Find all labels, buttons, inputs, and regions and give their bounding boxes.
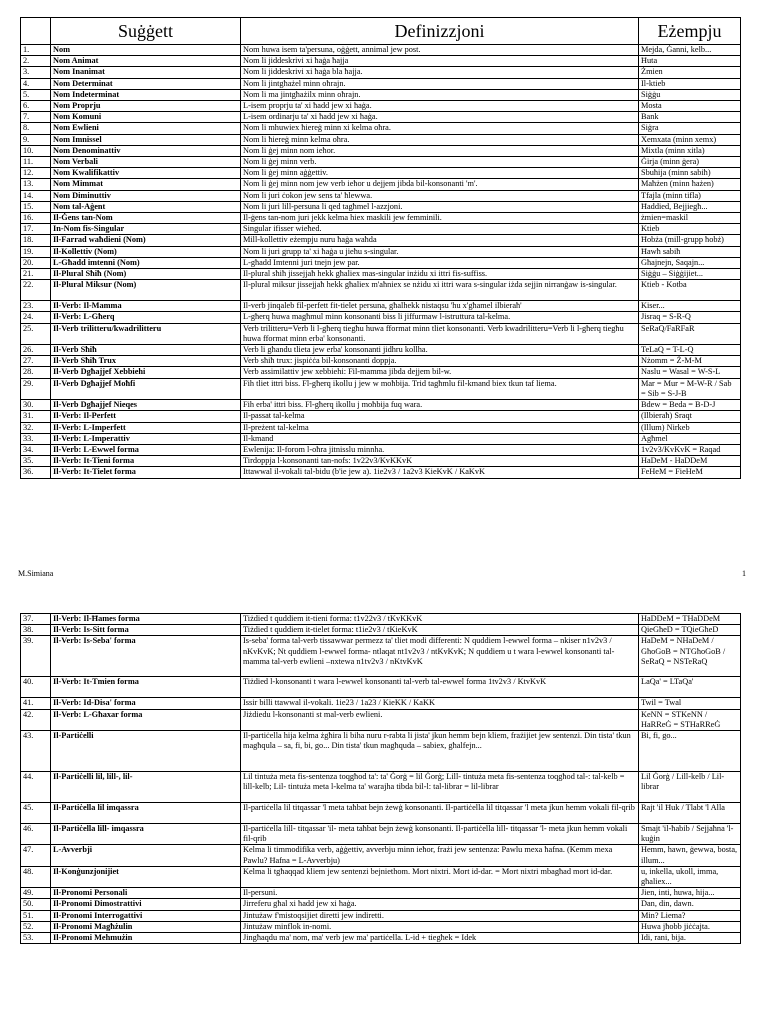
row-subject: Nom Inanimat [51, 67, 241, 78]
grammar-table-1 [20, 17, 741, 479]
row-example: Xemxata (minn xemx) [639, 134, 741, 145]
row-example: Bank [639, 112, 741, 123]
table-row [21, 145, 741, 156]
row-subject: Il-Verb: Is-Seba' forma [51, 636, 241, 677]
row-definition: Nom li ġej minn verb. [241, 157, 639, 168]
row-definition: Il-plural sħiħ jissejjaħ hekk għaliex mas-singular inżidu xi ittri fis-suffiss. [241, 269, 639, 280]
row-subject: Il-Verb: L-Għaxar forma [51, 709, 241, 730]
row-example: HaDeM = NHaDeM / GħoGoB = NTGħoGoB / SeRaQ = NSTeRaQ [639, 636, 741, 677]
table-row [21, 866, 741, 887]
row-example: Żmien [639, 67, 741, 78]
table-row [21, 101, 741, 112]
row-subject: Nom Diminuttiv [51, 190, 241, 201]
table-row [21, 112, 741, 123]
row-definition: Jirreferu għal xi ħadd jew xi ħaġa. [241, 899, 639, 910]
row-example: Il-ktieb [639, 78, 741, 89]
row-subject: Nom Imnissel [51, 134, 241, 145]
table-row [21, 921, 741, 932]
table-row [21, 301, 741, 312]
header-example: Eżempju [639, 18, 741, 45]
row-number: 32. [21, 422, 51, 433]
row-example: Smajt 'il-ħabib / Sejjaħna 'l-kuġin [639, 824, 741, 845]
row-definition: Nom li ġej minn nom jew verb ieħor u dejjem jibda bil-konsonanti 'm'. [241, 179, 639, 190]
row-number: 38. [21, 625, 51, 636]
row-definition: Verb li għandu tlieta jew erba' konsonanti jidhru kollha. [241, 345, 639, 356]
row-number: 48. [21, 866, 51, 887]
row-number: 44. [21, 772, 51, 803]
row-definition: L-isem ordinarju ta' xi ħadd jew xi ħaġa. [241, 112, 639, 123]
row-subject: Il-Verb: L-Imperattiv [51, 433, 241, 444]
row-subject: Il-Verb: Il-Perfett [51, 411, 241, 422]
row-number: 34. [21, 444, 51, 455]
row-definition: Jingħaqdu ma' nom, ma' verb jew ma' partiċella. L-id + tiegħek = Idek [241, 933, 639, 944]
row-definition: Jiżdiedu l-konsonanti st mal-verb ewlieni. [241, 709, 639, 730]
row-definition: Nom li juri ċokon jew sens ta' ħlewwa. [241, 190, 639, 201]
row-subject: Il-Verb Sħiħ Trux [51, 356, 241, 367]
row-example: Nżomm = Ż-M-M [639, 356, 741, 367]
header-subject: Suġġett [51, 18, 241, 45]
row-definition: Il-ġens tan-nom juri jekk kelma hiex maskili jew femminili. [241, 213, 639, 224]
row-number: 7. [21, 112, 51, 123]
table-row [21, 433, 741, 444]
row-number: 23. [21, 301, 51, 312]
table-row [21, 246, 741, 257]
row-example: Tfajla (minn tifla) [639, 190, 741, 201]
row-subject: Il-Partiċella lil imqassra [51, 803, 241, 824]
row-definition: Il-preżent tal-kelma [241, 422, 639, 433]
row-subject: Il-Verb: Id-Disa' forma [51, 698, 241, 709]
row-number: 25. [21, 323, 51, 344]
row-definition: Il-partiċella hija kelma żgħira li biha nuru r-rabta li jista' jkun hemm bejn kliem, frażijiet jew sentenzi. Din tista' tkun magħqula – sa, fi, bi, go... Din tista' tkun magħquda – sabiex, għalfejn... [241, 731, 639, 772]
row-definition: Verb sħiħ trux: jispiċċa bil-konsonanti doppja. [241, 356, 639, 367]
table-row [21, 467, 741, 478]
row-subject: L-Għadd imtenni (Nom) [51, 257, 241, 268]
table-row [21, 78, 741, 89]
row-example: 1v2v3/KvKvK = Raqad [639, 444, 741, 455]
row-subject: Nom Indeterminat [51, 89, 241, 100]
table-row [21, 400, 741, 411]
table-row [21, 157, 741, 168]
table-row [21, 636, 741, 677]
row-subject: Il-Verb Dgħajjef Nieqes [51, 400, 241, 411]
row-number: 21. [21, 269, 51, 280]
row-example: żmien=maskil [639, 213, 741, 224]
table-row [21, 367, 741, 378]
row-definition: Il-partiċella lil titqassar 'l meta taħbat bejn żewġ konsonanti. Il-partiċella lil titqassar 'l meta jkun hemm vokali fil-qrib [241, 803, 639, 824]
row-number: 5. [21, 89, 51, 100]
row-number: 30. [21, 400, 51, 411]
row-number: 29. [21, 378, 51, 399]
row-subject: Il-Verb Sħiħ [51, 345, 241, 356]
row-example: Ktieb [639, 224, 741, 235]
row-subject: Nom Proprju [51, 101, 241, 112]
row-number: 12. [21, 168, 51, 179]
row-subject: Il-Verb: It-Tieni forma [51, 456, 241, 467]
header-definition: Definizzjoni [241, 18, 639, 45]
footer-author: M.Simiana [18, 569, 54, 578]
row-number: 24. [21, 312, 51, 323]
row-definition: Ewlenija: Il-forom l-oħra jitnisslu minnha. [241, 444, 639, 455]
row-definition: Nom li mhuwiex ħiereġ minn xi kelma oħra. [241, 123, 639, 134]
row-example: Agħmel [639, 433, 741, 444]
table-row [21, 910, 741, 921]
table-row [21, 698, 741, 709]
row-subject: Il-Kollettiv (Nom) [51, 246, 241, 257]
table-row [21, 134, 741, 145]
row-subject: Nom [51, 45, 241, 56]
row-subject: Il-Verb Dgħajjef Xebbiehi [51, 367, 241, 378]
row-example: u, inkella, ukoll, imma, għaliex... [639, 866, 741, 887]
table-row [21, 67, 741, 78]
row-number: 45. [21, 803, 51, 824]
row-definition: Kelma li timmodifika verb, aġġettiv, avverbju minn ieħor, frażi jew sentenza: Pawlu mexa ħafna. (Kemm mexa Pawlu? Ħafna = L-Avverbju) [241, 845, 639, 866]
row-definition: Mill-kollettiv eżempju nuru ħaġa waħda [241, 235, 639, 246]
row-example: Jien, inti, huwa, hija... [639, 888, 741, 899]
table-row [21, 312, 741, 323]
row-example: QieGħeD = TQieGħeD [639, 625, 741, 636]
row-number: 13. [21, 179, 51, 190]
row-number: 51. [21, 910, 51, 921]
row-definition: Nom li ġej minn nom ieħor. [241, 145, 639, 156]
table-row [21, 123, 741, 134]
row-definition: Singular ifisser wieħed. [241, 224, 639, 235]
row-definition: Lil tintuża meta fis-sentenza toqgħod ta': ta' Ġorġ = lil Ġorġ; Lill- tintuża meta fis-sentenza toqgħod tal-: tal-kelb = lill-kelb; Lil- tintuża meta l-kelma ta' warajha tibda bil-l: tal-librar = lil-librar [241, 772, 639, 803]
table-row [21, 709, 741, 730]
row-example: Għajnejn, Saqajn... [639, 257, 741, 268]
row-subject: Il-Verb: Il-Mamma [51, 301, 241, 312]
row-number: 49. [21, 888, 51, 899]
row-example: Huwa jħobb jiċċajta. [639, 921, 741, 932]
row-number: 40. [21, 677, 51, 698]
row-number: 4. [21, 78, 51, 89]
row-definition: Verb trilitteru=Verb li l-għerq tiegħu huwa fformat minn tliet konsonanti. Verb kwadrilitteru=Verb li l-għerq tiegħu huwa fformat minn erba' konsonanti. [241, 323, 639, 344]
row-definition: Is-seba' forma tal-verb tissawwar permezz ta' tliet modi differenti: N quddiem l-ewwel forma – nkiser n1v2v3 / nKvKvK; Nt quddiem l-ewwel forma- ntlaqat nt1v2v3 / ntKvKvK; N quddiem u t wara l-ewwel konsonanti tal-mamma tal-verb ewlieni –nxtewa n1tv2v3 / nKtvKvK [241, 636, 639, 677]
row-number: 8. [21, 123, 51, 134]
row-number: 46. [21, 824, 51, 845]
row-example: Hemm, hawn, ġewwa, bosta, illum... [639, 845, 741, 866]
row-example: Ġirja (minn ġera) [639, 157, 741, 168]
table-row [21, 190, 741, 201]
row-definition: Il-verb jinqaleb fil-perfett fit-tielet persuna, għalhekk nistaqsu 'hu x'għamel ilbieraħ' [241, 301, 639, 312]
row-subject: Il-Pronomi Magħżulin [51, 921, 241, 932]
row-definition: Issir billi ttawwal il-vokali. 1ie23 / 1a23 / KieKK / KaKK [241, 698, 639, 709]
row-subject: Il-Verb: It-Tielet forma [51, 467, 241, 478]
row-definition: Nom li ġej minn aġġettiv. [241, 168, 639, 179]
table-row [21, 422, 741, 433]
row-subject: Nom Verbali [51, 157, 241, 168]
table-row [21, 933, 741, 944]
header-number [21, 18, 51, 45]
table-row [21, 89, 741, 100]
row-example: Maħżen (minn ħażen) [639, 179, 741, 190]
row-number: 27. [21, 356, 51, 367]
row-example: Jisraq = S-R-Q [639, 312, 741, 323]
row-number: 17. [21, 224, 51, 235]
row-subject: L-Avverbji [51, 845, 241, 866]
table-row [21, 614, 741, 625]
row-example: Bi, fi, go... [639, 731, 741, 772]
table-row [21, 224, 741, 235]
row-subject: Il-Verb: L-Ewwel forma [51, 444, 241, 455]
row-number: 28. [21, 367, 51, 378]
row-subject: Il-Plural Miksur (Nom) [51, 280, 241, 301]
row-example: Lil Ġorġ / Lill-kelb / Lil-librar [639, 772, 741, 803]
row-definition: Tiżdied l-konsonanti t wara l-ewwel konsonanti tal-verb tal-ewwel forma 1tv2v3 / KtvKvK [241, 677, 639, 698]
row-number: 47. [21, 845, 51, 866]
row-definition: Nom li jiddeskrivi xi ħaġa ħajja [241, 56, 639, 67]
row-example: Ħuta [639, 56, 741, 67]
table-row [21, 888, 741, 899]
row-subject: Il-Verb Dgħajjef Moħfi [51, 378, 241, 399]
row-definition: Fih erba' ittri biss. Fl-għerq ikollu j moħbija fuq wara. [241, 400, 639, 411]
row-example: Mixtla (minn xitla) [639, 145, 741, 156]
row-subject: Il-Pronomi Personali [51, 888, 241, 899]
row-example: KeNN = STKeNN / HaRReĠ = STHaRReĠ [639, 709, 741, 730]
row-example: Bdew = Beda = B-D-J [639, 400, 741, 411]
row-definition: Jintużaw f'mistoqsijiet diretti jew indiretti. [241, 910, 639, 921]
row-number: 19. [21, 246, 51, 257]
row-definition: Nom li ma jintgħażilx minn oħrajn. [241, 89, 639, 100]
row-number: 52. [21, 921, 51, 932]
row-definition: Tirdoppja l-konsonanti tan-nofs: 1v22v3/KvKKvK [241, 456, 639, 467]
row-number: 20. [21, 257, 51, 268]
row-definition: Il-passat tal-kelma [241, 411, 639, 422]
row-number: 33. [21, 433, 51, 444]
row-number: 15. [21, 201, 51, 212]
row-example: Siġra [639, 123, 741, 134]
row-number: 36. [21, 467, 51, 478]
row-number: 16. [21, 213, 51, 224]
row-number: 42. [21, 709, 51, 730]
row-example: Siġġu [639, 89, 741, 100]
table-row [21, 201, 741, 212]
row-number: 11. [21, 157, 51, 168]
row-number: 26. [21, 345, 51, 356]
row-subject: Il-Verb: Il-Ħames forma [51, 614, 241, 625]
row-definition: Tiżdied t quddiem it-tieni forma: t1v22v3 / tKvKKvK [241, 614, 639, 625]
row-number: 1. [21, 45, 51, 56]
table-row [21, 179, 741, 190]
row-subject: Il-Verb: L-Imperfett [51, 422, 241, 433]
row-number: 22. [21, 280, 51, 301]
row-definition: Nom li juri grupp ta' xi ħaġa u jieħu s-singular. [241, 246, 639, 257]
row-definition: Kelma li tgħaqqad kliem jew sentenzi bejniethom. Mort nixtri. Mort id-dar. = Mort nixtri mbagħad mort id-dar. [241, 866, 639, 887]
table-row [21, 625, 741, 636]
row-definition: L-isem proprju ta' xi ħadd jew xi ħaġa. [241, 101, 639, 112]
table-row [21, 803, 741, 824]
row-subject: Il-Partiċelli lil, lill-, lil- [51, 772, 241, 803]
table-row [21, 45, 741, 56]
row-number: 41. [21, 698, 51, 709]
table-row [21, 235, 741, 246]
row-subject: Il-Verb: L-Għerq [51, 312, 241, 323]
row-number: 50. [21, 899, 51, 910]
row-number: 53. [21, 933, 51, 944]
row-example: Idi, rani, bija. [639, 933, 741, 944]
table-row [21, 411, 741, 422]
row-example: Dan, din, dawn. [639, 899, 741, 910]
table-row [21, 677, 741, 698]
row-subject: Il-Plural Sħiħ (Nom) [51, 269, 241, 280]
row-number: 2. [21, 56, 51, 67]
table-row [21, 213, 741, 224]
table-row [21, 56, 741, 67]
table-row [21, 845, 741, 866]
row-subject: Il-Farrad waħdieni (Nom) [51, 235, 241, 246]
row-example: Mar = Mur = M-W-R / Sab = Sib = S-J-B [639, 378, 741, 399]
row-example: Ktieb - Kotba [639, 280, 741, 301]
row-example: (Illum) Nirkeb [639, 422, 741, 433]
row-example: SeRaQ/FaRFaR [639, 323, 741, 344]
row-number: 9. [21, 134, 51, 145]
row-subject: Il-Verb: It-Tmien forma [51, 677, 241, 698]
table-row [21, 269, 741, 280]
row-number: 3. [21, 67, 51, 78]
table-row [21, 378, 741, 399]
row-number: 31. [21, 411, 51, 422]
row-definition: Jintużaw minflok in-nomi. [241, 921, 639, 932]
row-subject: Il-Konġunzjonijiet [51, 866, 241, 887]
table-row [21, 323, 741, 344]
row-number: 14. [21, 190, 51, 201]
row-definition: Verb assimilattiv jew xebbiehi: Fil-mamma jibda dejjem bil-w. [241, 367, 639, 378]
table-row [21, 899, 741, 910]
row-subject: Nom Ewlieni [51, 123, 241, 134]
row-subject: Nom Determinat [51, 78, 241, 89]
row-number: 37. [21, 614, 51, 625]
row-subject: Nom Mimmat [51, 179, 241, 190]
row-definition: Il-partiċella lill- titqassar 'il- meta taħbat bejn żewġ konsonanti. Il-partiċella lill- titqassar 'l- meta jkun hemm vokali fil-qrib [241, 824, 639, 845]
header-row [21, 18, 741, 45]
row-subject: Nom Kwalifikattiv [51, 168, 241, 179]
row-subject: Nom Denominattiv [51, 145, 241, 156]
row-definition: Nom li juri lill-persuna li qed tagħmel l-azzjoni. [241, 201, 639, 212]
row-example: Mosta [639, 101, 741, 112]
row-subject: Il-Partiċelli [51, 731, 241, 772]
table-row [21, 731, 741, 772]
row-definition: Il-persuni. [241, 888, 639, 899]
row-number: 10. [21, 145, 51, 156]
row-subject: Il-Verb: Is-Sitt forma [51, 625, 241, 636]
row-definition: L-għerq huwa magħmul minn konsonanti biss li jiffurmaw l-istruttura tal-kelma. [241, 312, 639, 323]
row-subject: Il-Partiċella lill- imqassra [51, 824, 241, 845]
row-definition: Il-kmand [241, 433, 639, 444]
table-row [21, 444, 741, 455]
row-definition: Ittawwal il-vokali tal-bidu (b'ie jew a). 1ie2v3 / 1a2v3 KieKvK / KaKvK [241, 467, 639, 478]
row-definition: Nom li jintgħażel minn oħrajn. [241, 78, 639, 89]
row-subject: In-Nom fis-Singular [51, 224, 241, 235]
row-definition: Nom huwa isem ta'persuna, oġġett, annimal jew post. [241, 45, 639, 56]
row-number: 6. [21, 101, 51, 112]
row-example: Ħaddied, Bejjiegħ... [639, 201, 741, 212]
row-subject: Nom Komuni [51, 112, 241, 123]
row-example: (Ilbieraħ) Sraqt [639, 411, 741, 422]
table-row [21, 257, 741, 268]
row-subject: Nom tal-Aġent [51, 201, 241, 212]
row-example: Sbuħija (minn sabiħ) [639, 168, 741, 179]
row-number: 39. [21, 636, 51, 677]
table-row [21, 772, 741, 803]
row-example: Min? Liema? [639, 910, 741, 921]
table-row [21, 168, 741, 179]
row-example: Mejda, Ġanni, kelb... [639, 45, 741, 56]
row-example: Ħawħ sabiħ [639, 246, 741, 257]
row-example: HaDDeM = THaDDeM [639, 614, 741, 625]
table-row [21, 280, 741, 301]
table-row [21, 345, 741, 356]
row-definition: L-għadd Imtenni juri tnejn jew par. [241, 257, 639, 268]
row-subject: Il-Pronomi Dimostrattivi [51, 899, 241, 910]
table-row [21, 356, 741, 367]
row-example: TeLaQ = T-L-Q [639, 345, 741, 356]
table-row [21, 456, 741, 467]
row-example: Rajt 'il Ħuk / Tlabt 'l Alla [639, 803, 741, 824]
row-example: Siġġu – Siġġijiet... [639, 269, 741, 280]
row-number: 43. [21, 731, 51, 772]
row-definition: Il-plural miksur jissejjaħ hekk għaliex m'aħniex se nżidu xi ittri wara s-singular iżda sejjin nirranġaw is-singular. [241, 280, 639, 301]
row-number: 35. [21, 456, 51, 467]
row-example: LaQa' = LTaQa' [639, 677, 741, 698]
row-example: HaDeM - HaDDeM [639, 456, 741, 467]
row-subject: Il-Pronomi Mehmużin [51, 933, 241, 944]
row-definition: Fih tliet ittri biss. Fl-għerq ikollu j jew w moħbija. Trid tagħmlu fil-kmand biex tkun taf liema. [241, 378, 639, 399]
row-example: FeHeM = FieHeM [639, 467, 741, 478]
row-number: 18. [21, 235, 51, 246]
row-subject: Il-Ġens tan-Nom [51, 213, 241, 224]
row-definition: Nom li ħiereġ minn kelma oħra. [241, 134, 639, 145]
footer-page-number: 1 [742, 569, 746, 578]
row-definition: Nom li jiddeskrivi xi ħaġa bla ħajja. [241, 67, 639, 78]
row-example: Kiser... [639, 301, 741, 312]
row-example: Ħobża (mill-grupp ħobż) [639, 235, 741, 246]
table-row [21, 824, 741, 845]
row-subject: Nom Animat [51, 56, 241, 67]
row-example: Naslu = Wasal = W-S-L [639, 367, 741, 378]
row-example: Twil = Twal [639, 698, 741, 709]
row-definition: Tiżdied t quddiem it-tielet forma: t1ie2v3 / tKieKvK [241, 625, 639, 636]
row-subject: Il-Verb trilitteru/kwadrilitteru [51, 323, 241, 344]
grammar-table-2 [20, 613, 741, 944]
row-subject: Il-Pronomi Interrogattivi [51, 910, 241, 921]
